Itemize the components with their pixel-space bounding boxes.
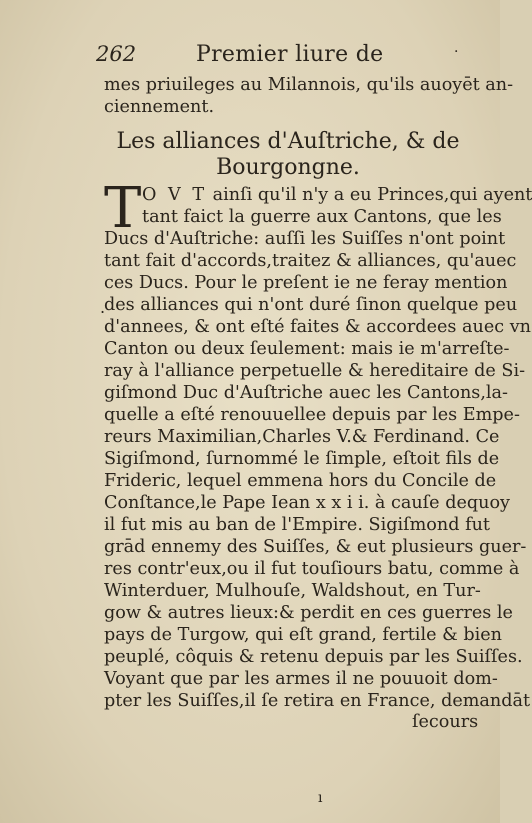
text-line: reurs Maximilian,Charles V.& Ferdinand. Ce — [104, 427, 500, 447]
text-line: mes priuileges au Milannois, qu'ils auoyēt an- — [104, 75, 514, 95]
header-mark: · — [454, 44, 459, 60]
text-line — [142, 184, 532, 206]
section-heading: Bourgongne. — [216, 155, 360, 180]
text-line: gow & autres lieux:& perdit en ces guerres le — [104, 603, 513, 623]
text-line: quelle a eſté renouuellee depuis par les Empe- — [104, 405, 520, 425]
text-line: d'annees, & ont eſté faites & accordees auec vn — [104, 317, 531, 337]
text-line: ciennement. — [104, 97, 215, 117]
text-line: giſmond Duc d'Auſtriche auec les Cantons,la- — [104, 383, 508, 403]
text-line: Voyant que par les armes il ne pouuoit dom- — [104, 669, 498, 689]
text-line: grād ennemy des Suiſſes, & eut plusieurs guer- — [104, 537, 527, 557]
text-line: il fut mis au ban de l'Empire. Sigiſmond fut — [104, 515, 490, 535]
page-header — [96, 42, 466, 70]
text-line: ray à l'alliance perpetuelle & hereditaire de Si- — [104, 361, 526, 381]
text-line: tant faict la guerre aux Cantons, que les — [142, 207, 502, 227]
page-number: 262 — [96, 42, 137, 66]
text-line: peuplé, côquis & retenu depuis par les Suiſſes. — [104, 647, 523, 667]
margin-mark: . — [100, 298, 106, 317]
text-line: res contr'eux,ou il fut touſiours batu, comme à — [104, 559, 520, 579]
text-line: tant fait d'accords,traitez & alliances, qu'auec — [104, 251, 517, 271]
small-caps-opening: O V T — [142, 185, 208, 205]
drop-cap: T — [104, 176, 142, 241]
text-line: des alliances qui n'ont duré ſinon quelque peu — [104, 295, 518, 315]
text-line: Ducs d'Auſtriche: auſſi les Suiſſes n'ont point — [104, 229, 506, 249]
text-line: Conſtance,le Pape Iean x x i i. à cauſe dequoy — [104, 493, 510, 513]
text-line: Winterduer, Mulhouſe, Waldshout, en Tur- — [104, 581, 481, 601]
signature-mark: ı — [318, 790, 323, 806]
text-line: ces Ducs. Pour le preſent ie ne feray mention — [104, 273, 508, 293]
text-line: Canton ou deux ſeulement: mais ie m'arreſte- — [104, 339, 510, 359]
text-line: Sigiſmond, ſurnommé le ſimple, eſtoit fils de — [104, 449, 500, 469]
first-line-text: ainſi qu'il n'y a eu Princes,qui ayent — [212, 185, 532, 205]
text-line: pter les Suiſſes,il ſe retira en France, demandāt — [104, 691, 531, 711]
text-line: pays de Turgow, qui eſt grand, fertile & bien — [104, 625, 502, 645]
catchword: ſecours — [412, 712, 479, 732]
section-heading: Les alliances d'Auſtriche, & de — [116, 129, 460, 154]
running-title: Premier liure de — [196, 42, 384, 67]
text-line: Frideric, lequel emmena hors du Concile de — [104, 471, 497, 491]
